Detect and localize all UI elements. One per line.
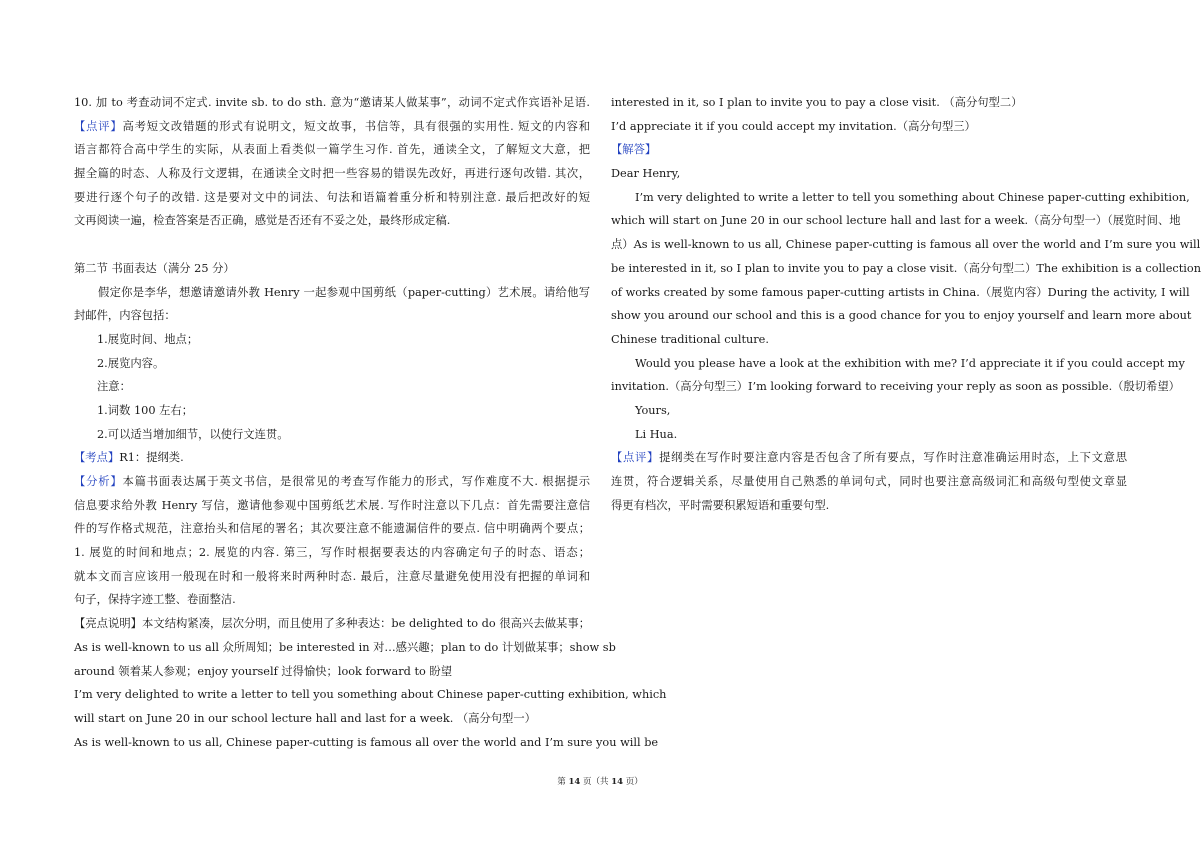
text-line: which will start on June 20 in our school lecture hall and last for a week.（高分句型一）（展览时间、地 — [611, 214, 1181, 228]
text-line: 【考点】R1：提纲类. — [74, 451, 184, 465]
text-line: 【点评】提纲类在写作时要注意内容是否包含了所有要点，写作时注意准确运用时态，上下文意思 — [611, 451, 1127, 465]
list-item: 2.可以适当增加细节，以使行文连贯。 — [97, 427, 289, 441]
text-line: 【分析】本篇书面表达属于英文书信，是很常见的考查写作能力的形式，写作难度不大. 根据提示 — [74, 475, 590, 488]
text-line: 句子，保持字迹工整、卷面整洁. — [74, 593, 236, 607]
answer-tag: 【解答】 — [611, 143, 657, 157]
text-line: 文再阅读一遍，检查答案是否正确，感觉是否还有不妥之处，最终形成定稿. — [74, 214, 451, 228]
text-line: I’m very delighted to write a letter to tell you something about Chinese paper-cutting exhibition, — [635, 190, 1190, 204]
text-line: 注意： — [97, 380, 131, 394]
text-line: I’d appreciate it if you could accept my invitation.（高分句型三） — [611, 119, 976, 133]
letter-signature: Li Hua. — [635, 427, 678, 441]
text-line: around 领着某人参观；enjoy yourself 过得愉快；look forward to 盼望 — [74, 664, 453, 678]
text-line: 封邮件，内容包括： — [74, 309, 176, 323]
text-line: show you around our school and this is a good chance for you to enjoy yourself and learn more about — [611, 309, 1192, 323]
list-item: 1.词数 100 左右； — [97, 403, 194, 417]
text-line: of works created by some famous paper-cutting artists in China.（展览内容）During the activity, I will — [611, 285, 1190, 299]
text-line: 信息要求给外教 Henry 写信，邀请他参观中国剪纸艺术展. 写作时注意以下几点：首先需要注意信 — [74, 498, 590, 512]
page-total: 14 — [611, 777, 624, 787]
comment-tag: 【点评】 — [611, 451, 660, 465]
text-line — [611, 138, 1127, 162]
list-item: 2.展览内容。 — [97, 356, 165, 370]
page-number: 14 — [568, 777, 581, 787]
text-line: 假定你是李华，想邀请邀请外教 Henry 一起参观中国剪纸（paper-cutting）艺术展。请给他写 — [98, 285, 590, 299]
comment-tag: 【点评】 — [74, 119, 123, 133]
right-column — [611, 91, 1201, 517]
text-line: 得更有档次，平时需要积累短语和重要句型. — [611, 498, 830, 512]
text-line: 10. 加 to 考查动词不定式. invite sb. to do sth. 意为“邀请某人做某事”，动词不定式作宾语补足语. — [74, 96, 590, 109]
text-line: 点）As is well-known to us all, Chinese paper-cutting is famous all over the world and I’m sure you will — [611, 238, 1201, 252]
blank-line — [74, 233, 590, 257]
text-line: 1. 展览的时间和地点；2. 展览的内容. 第三，写作时根据要表达的内容确定句子的时态、语态； — [74, 546, 590, 560]
text-line: be interested in it, so I plan to invite you to pay a close visit.（高分句型二）The exhibition is a collection — [611, 261, 1201, 275]
topic-tag: 【考点】 — [74, 451, 120, 465]
text-line: 连贯，符合逻辑关系，尽量使用自己熟悉的单词句式，同时也要注意高级词汇和高级句型使文章显 — [611, 475, 1127, 488]
text-line: As is well-known to us all 众所周知；be interested in 对…感兴趣；plan to do 计划做某事；show sb — [74, 640, 616, 654]
text-line: 握全篇的时态、人称及行文逻辑，在通读全文时把一些容易的错误先改好，再进行逐句改错. 其次， — [74, 167, 590, 181]
text-line: 件的写作格式规范，注意抬头和信尾的署名；其次要注意不能遗漏信件的要点. 信中明确两个要点； — [74, 522, 590, 536]
analysis-tag: 【分析】 — [74, 475, 123, 488]
text-line: I’m very delighted to write a letter to tell you something about Chinese paper-cutting exhibition, which — [74, 688, 667, 702]
text-line: 【亮点说明】本文结构紧凑，层次分明，而且使用了多种表达：be delighted to do 很高兴去做某事； — [74, 617, 590, 631]
list-item: 1.展览时间、地点； — [97, 332, 199, 346]
text-line: 要进行逐个句子的改错. 这是要对文中的词法、句法和语篇着重分析和特别注意. 最后把改好的短 — [74, 190, 590, 204]
text-line: As is well-known to us all, Chinese paper-cutting is famous all over the world and I’m sure you will be — [74, 735, 659, 749]
text-line: will start on June 20 in our school lecture hall and last for a week. （高分句型一） — [74, 711, 536, 725]
letter-greeting: Dear Henry, — [611, 167, 681, 181]
text-line: 语言都符合高中学生的实际，从表面上看类似一篇学生习作. 首先，通读全文，了解短文大意，把 — [74, 143, 590, 157]
letter-closing: Yours, — [635, 403, 671, 417]
text-line: Would you please have a look at the exhibition with me? I’d appreciate it if you could accept my — [635, 356, 1185, 370]
page-footer: 第 14 页（共 14 页） — [557, 777, 643, 787]
text-line: Chinese traditional culture. — [611, 332, 769, 346]
section-heading: 第二节 书面表达（满分 25 分） — [74, 261, 235, 275]
text-line: 【点评】高考短文改错题的形式有说明文，短文故事，书信等，具有很强的实用性. 短文的内容和 — [74, 119, 590, 133]
text-line: 就本文而言应该用一般现在时和一般将来时两种时态. 最后，注意尽量避免使用没有把握的单词和 — [74, 569, 590, 583]
text-line: interested in it, so I plan to invite you to pay a close visit. （高分句型二） — [611, 96, 1023, 109]
text-line: invitation.（高分句型三）I’m looking forward to receiving your reply as soon as possible.（殷切希望） — [611, 380, 1180, 394]
